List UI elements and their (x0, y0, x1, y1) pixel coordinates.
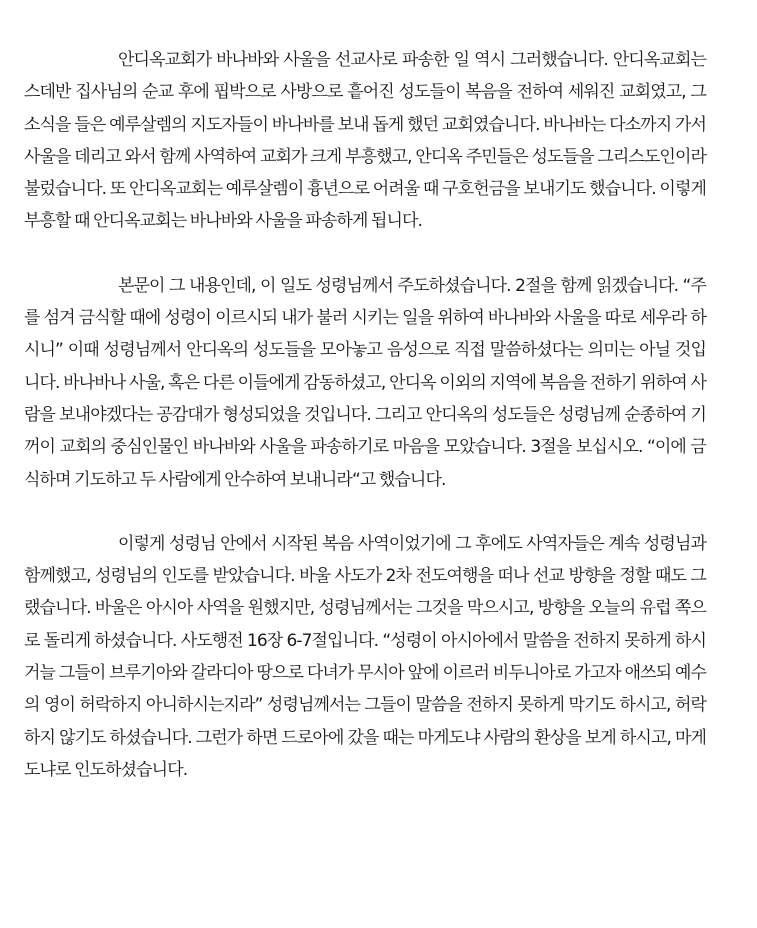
document-body (24, 44, 706, 786)
paragraph: 본문이 그 내용인데, 이 일도 성령님께서 주도하셨습니다. 2절을 함께 읽겠습니다. “주를 섬겨 금식할 때에 성령이 이르시되 내가 불러 시키는 일을 위하여 바나바와 사울을 따로 세우라 하시니” 이때 성령님께서 안디옥의 성도들을 모아놓고 음성으로 직접 말씀하셨다는 의미는 아닐 것입니다. 바나바나 사울, 혹은 다른 이들에게 감동하셨고, 안디옥 이외의 지역에 복음을 전하기 위하여 사람을 보내야겠다는 공감대가 형성되었을 것입니다. 그리고 안디옥의 성도들은 성령님께 순종하여 기꺼이 교회의 중심인물인 바나바와 사울을 파송하기로 마음을 모았습니다. 3절을 보십시오. “이에 금식하며 기도하고 두 사람에게 안수하여 보내니라“고 했습니다. (24, 275, 706, 490)
paragraph: 안디옥교회가 바나바와 사울을 선교사로 파송한 일 역시 그러했습니다. 안디옥교회는 스데반 집사님의 순교 후에 핍박으로 사방으로 흩어진 성도들이 복음을 전하여 세워진 교회였고, 그 소식을 들은 예루살렘의 지도자들이 바나바를 보내 돕게 했던 교회였습니다. 바나바는 다소까지 가서 사울을 데리고 와서 함께 사역하여 교회가 크게 부흥했고, 안디옥 주민들은 성도들을 그리스도인이라 불렀습니다. 또 안디옥교회는 예루살렘이 흉년으로 어려울 때 구호헌금을 보내기도 했습니다. 이렇게 부흥할 때 안디옥교회는 바나바와 사울을 파송하게 됩니다. (24, 50, 706, 232)
paragraph: 이렇게 성령님 안에서 시작된 복음 사역이었기에 그 후에도 사역자들은 계속 성령님과 함께했고, 성령님의 인도를 받았습니다. 바울 사도가 2차 전도여행을 떠나 선교 방향을 정할 때도 그랬습니다. 바울은 아시아 사역을 원했지만, 성령님께서는 그것을 막으시고, 방향을 오늘의 유럽 쪽으로 돌리게 하셨습니다. 사도행전 16장 6-7절입니다. “성령이 아시아에서 말씀을 전하지 못하게 하시거늘 그들이 브루기아와 갈라디아 땅으로 다녀가 무시아 앞에 이르러 비두니아로 가고자 애쓰되 예수의 영이 허락하지 아니하시는지라” 성령님께서는 그들이 말씀을 전하지 못하게 막기도 하시고, 허락하지 않기도 하셨습니다. 그런가 하면 드로아에 갔을 때는 마게도냐 사람의 환상을 보게 하시고, 마게도냐로 인도하셨습니다. (24, 533, 706, 780)
